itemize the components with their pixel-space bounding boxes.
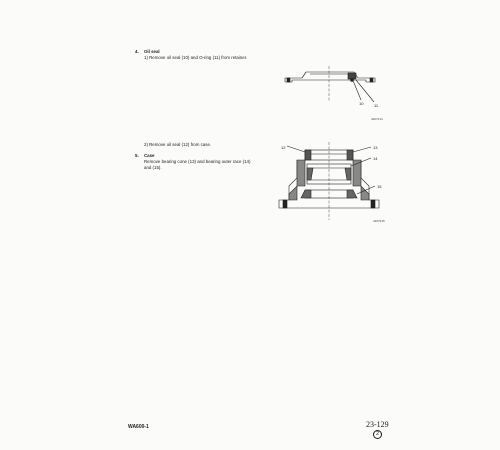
retainer-figure xyxy=(282,66,382,126)
label-13: 13 xyxy=(373,145,378,150)
label-11: 11 xyxy=(374,103,379,108)
section-5-line-1: Remove bearing cone (13) and bearing outer race (14) xyxy=(144,159,251,164)
section-4-step-1: 1) Remove oil seal (10) and O-ring (11) from retainer. xyxy=(144,55,248,60)
section-5-line-2: and (15). xyxy=(144,165,162,170)
label-15: 15 xyxy=(377,184,382,189)
label-10: 10 xyxy=(359,101,364,106)
label-14: 14 xyxy=(373,156,378,161)
section-4-step-2: 2) Remove oil seal (12) from case. xyxy=(144,142,212,147)
footer-model: WA600-1 xyxy=(128,424,149,430)
section-4-number: 4. xyxy=(135,49,139,54)
label-12: 12 xyxy=(281,145,286,150)
figure-1-code: 4207214 xyxy=(371,117,383,121)
footer-revision-badge: 2 xyxy=(373,430,382,439)
footer-page-number: 23-129 xyxy=(366,420,389,429)
case-figure xyxy=(275,142,385,222)
section-5-title: Case xyxy=(144,152,155,158)
section-5-number: 5. xyxy=(135,153,139,158)
figure-2-code: 4207215 xyxy=(373,219,385,223)
section-4-title: Oil seal xyxy=(144,48,160,54)
